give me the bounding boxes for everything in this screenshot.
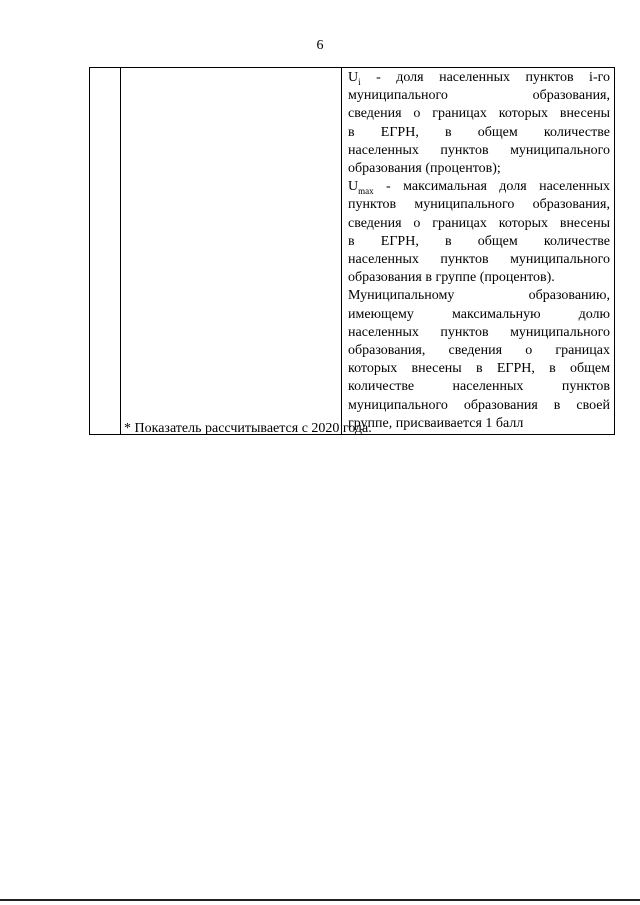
symbol-u: U — [348, 70, 359, 85]
text-line: образования (процентов); — [348, 161, 501, 177]
text-line: муниципального образования, — [348, 88, 610, 104]
text-line: количестве населенных пунктов — [348, 379, 610, 395]
footnote: * Показатель рассчитывается с 2020 года. — [124, 421, 372, 436]
paragraph-scoring-rule — [348, 287, 610, 433]
text-line: имеющему максимальную долю — [348, 306, 610, 322]
text-fragment: - максимальная доля населенных — [373, 179, 610, 195]
page-number: 6 — [316, 38, 324, 53]
text-line: муниципального образования в своей — [348, 397, 610, 413]
subscript-i: i — [358, 76, 361, 87]
text-line: Муниципальному образованию, — [348, 288, 610, 304]
text-line: сведения о границах которых внесены — [348, 106, 610, 122]
criteria-table — [89, 67, 615, 435]
text-line: в ЕГРН, в общем количестве — [348, 233, 610, 249]
page-bottom-edge — [0, 899, 640, 901]
symbol-u: U — [348, 179, 359, 195]
text-line: которых внесены в ЕГРН, в общем — [348, 361, 610, 377]
method-cell — [342, 68, 615, 435]
text-line: образования в группе (процентов). — [348, 270, 555, 286]
text-line: населенных пунктов муниципального — [348, 142, 610, 158]
empty-cell-criterion — [121, 68, 342, 435]
empty-cell-number — [90, 68, 121, 435]
text-line: сведения о границах которых внесены — [348, 215, 610, 231]
text-line: пунктов муниципального образования, — [348, 197, 610, 213]
text-line: образования, сведения о границах — [348, 343, 610, 359]
text-line: группе, присваивается 1 балл — [348, 415, 524, 431]
text-fragment: - доля населенных пунктов i-го — [360, 70, 610, 85]
text-line — [348, 69, 610, 87]
table-row — [90, 68, 615, 435]
subscript-max: max — [358, 186, 374, 197]
text-line: населенных пунктов муниципального — [348, 252, 610, 268]
text-line: в ЕГРН, в общем количестве — [348, 124, 610, 140]
method-text — [342, 68, 614, 434]
paragraph-ui-definition — [348, 69, 610, 178]
text-line: населенных пунктов муниципального — [348, 324, 610, 340]
text-line — [348, 178, 610, 196]
paragraph-umax-definition — [348, 178, 610, 287]
